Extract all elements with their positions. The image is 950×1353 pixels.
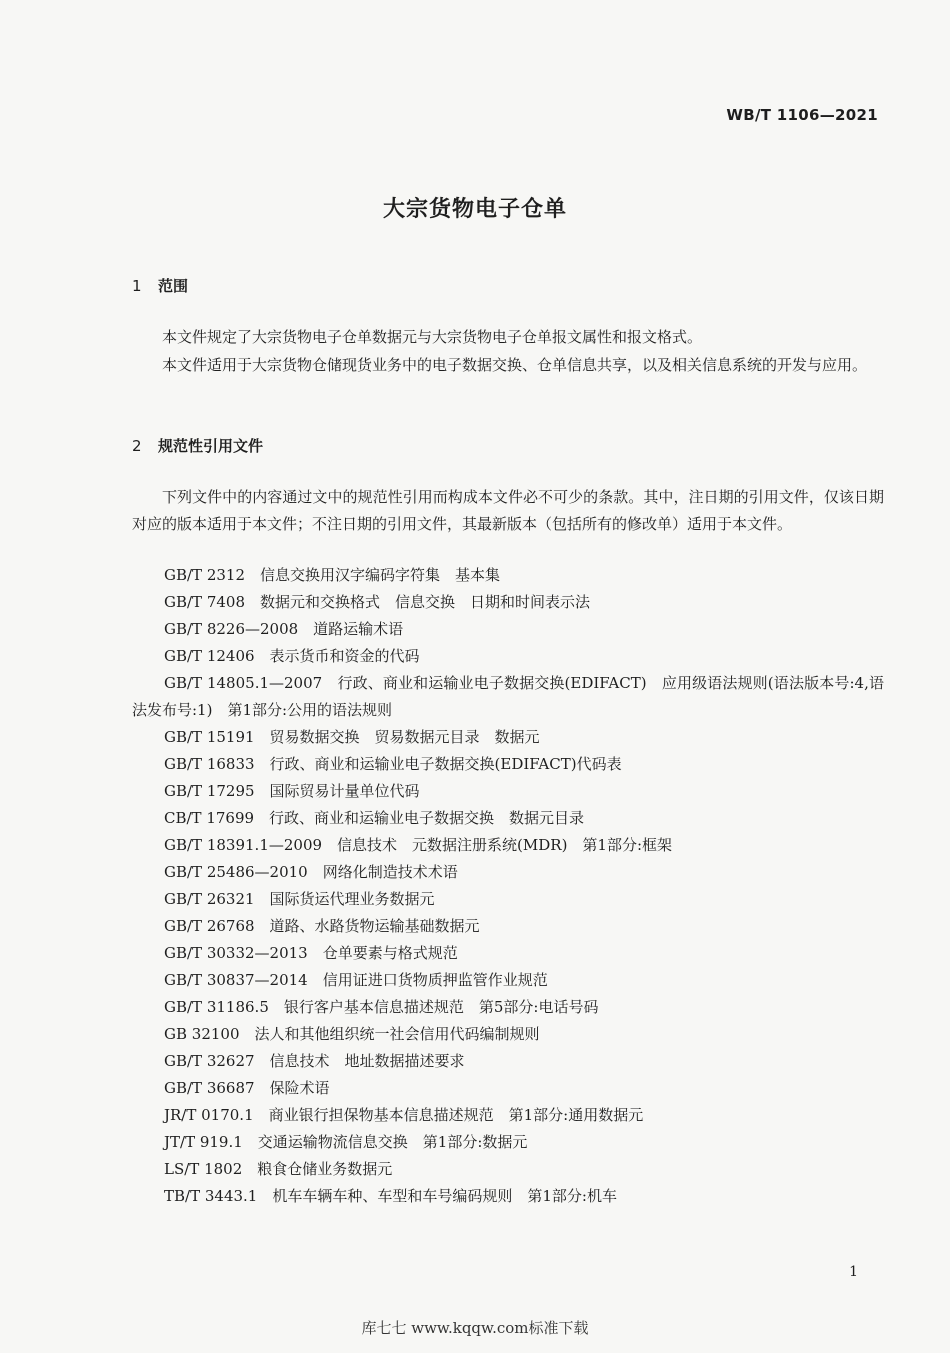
reference-item: GB/T 14805.1—2007 行政、商业和运输业电子数据交换(EDIFACT) 应用级语法规则(语法版本号:4,语法发布号:1) 第1部分:公用的语法规则 (132, 674, 884, 719)
section-1-paragraph-2: 本文件适用于大宗货物仓储现货业务中的电子数据交换、仓单信息共享，以及相关信息系统的开发与应用。 (162, 356, 868, 374)
normative-references-list (132, 562, 884, 1210)
reference-item: JR/T 0170.1 商业银行担保物基本信息描述规范 第1部分:通用数据元 (164, 1106, 644, 1124)
section-2-heading (132, 435, 263, 456)
reference-item: GB/T 26321 国际货运代理业务数据元 (164, 890, 435, 908)
section-2-paragraph-1: 下列文件中的内容通过文中的规范性引用而构成本文件必不可少的条款。其中，注日期的引用文件，仅该日期对应的版本适用于本文件；不注日期的引用文件，其最新版本（包括所有的修改单）适用于本文件。 (132, 488, 884, 533)
reference-item: GB/T 30837—2014 信用证进口货物质押监管作业规范 (164, 971, 548, 989)
reference-item: GB/T 15191 贸易数据交换 贸易数据元目录 数据元 (164, 728, 540, 746)
reference-item: JT/T 919.1 交通运输物流信息交换 第1部分:数据元 (164, 1133, 528, 1151)
section-title: 规范性引用文件 (158, 437, 264, 455)
reference-item: GB 32100 法人和其他组织统一社会信用代码编制规则 (164, 1025, 540, 1043)
reference-item: LS/T 1802 粮食仓储业务数据元 (164, 1160, 393, 1178)
section-1-paragraph-1: 本文件规定了大宗货物电子仓单数据元与大宗货物电子仓单报文属性和报文格式。 (162, 328, 703, 346)
reference-item: GB/T 32627 信息技术 地址数据描述要求 (164, 1052, 465, 1070)
reference-item: GB/T 25486—2010 网络化制造技术术语 (164, 863, 458, 881)
page-number: 1 (849, 1264, 858, 1280)
reference-item: GB/T 2312 信息交换用汉字编码字符集 基本集 (164, 566, 501, 584)
reference-item: GB/T 31186.5 银行客户基本信息描述规范 第5部分:电话号码 (164, 998, 599, 1016)
reference-item: GB/T 18391.1—2009 信息技术 元数据注册系统(MDR) 第1部分:框架 (164, 836, 673, 854)
reference-item: TB/T 3443.1 机车车辆车种、车型和车号编码规则 第1部分:机车 (164, 1187, 617, 1205)
reference-item: GB/T 7408 数据元和交换格式 信息交换 日期和时间表示法 (164, 593, 591, 611)
reference-item: CB/T 17699 行政、商业和运输业电子数据交换 数据元目录 (164, 809, 585, 827)
reference-item: GB/T 8226—2008 道路运输术语 (164, 620, 404, 638)
standard-code: WB/T 1106—2021 (726, 106, 878, 124)
reference-item: GB/T 30332—2013 仓单要素与格式规范 (164, 944, 458, 962)
reference-item: GB/T 26768 道路、水路货物运输基础数据元 (164, 917, 480, 935)
section-number: 2 (132, 437, 142, 455)
reference-item: GB/T 12406 表示货币和资金的代码 (164, 647, 420, 665)
document-title: 大宗货物电子仓单 (382, 197, 567, 222)
reference-item: GB/T 17295 国际贸易计量单位代码 (164, 782, 420, 800)
section-number: 1 (132, 277, 142, 295)
section-title: 范围 (158, 277, 189, 295)
section-1-heading (132, 275, 188, 296)
footer-watermark: 库七七 www.kqqw.com标准下载 (361, 1319, 589, 1337)
reference-item: GB/T 16833 行政、商业和运输业电子数据交换(EDIFACT)代码表 (164, 755, 622, 773)
reference-item: GB/T 36687 保险术语 (164, 1079, 330, 1097)
